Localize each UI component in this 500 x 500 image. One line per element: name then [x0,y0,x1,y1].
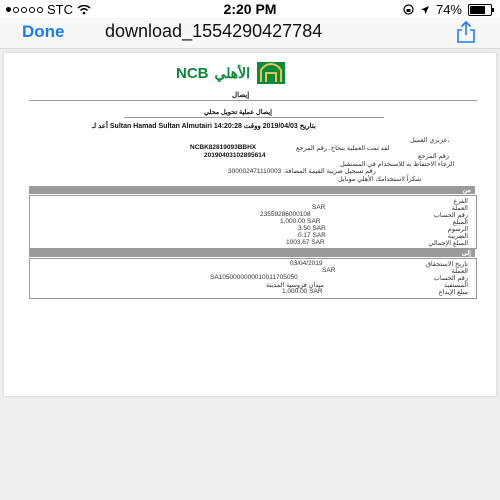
done-button[interactable]: Done [22,22,65,41]
vat-line: رقم تسجيل ضريبة القيمة المضافة: 300002471110003 [228,168,376,175]
keep-note: الرجاء الاحتفاظ به للاستخدام في المستقبل [340,161,455,168]
from-label: العملة [451,205,468,212]
document-title: download_1554290427784 [105,21,323,41]
from-value: 23559286000108 [260,211,311,218]
from-section-title: من [462,187,471,194]
from-section-box [29,195,477,249]
to-label: العملة [451,268,468,275]
nav-bar [0,18,500,49]
status-time: 2:20 PM [223,1,277,17]
status-right [403,2,492,17]
share-icon[interactable] [455,20,477,44]
reference-2: 20190403102895614 [204,152,266,159]
to-label: مبلغ الإيداع [438,289,468,296]
to-section-title: إلى [461,250,471,257]
from-label: رقم الحساب [433,212,468,219]
from-section-header [29,186,475,194]
reference-label: رقم المرجع [418,153,449,160]
from-value: 1,000.00 SAR [280,218,321,225]
from-value: 3.50 SAR [298,225,326,232]
to-value: SAR [322,267,336,274]
to-value: ميدان فروسية المدينة [266,282,324,289]
to-label: رقم الحساب [433,275,468,282]
divider [124,117,384,118]
receipt-heading: إيصال عملية تحويل محلي [204,109,272,116]
reference-1: NCBK82819093BBHX [190,144,257,151]
from-label: المبلغ [452,219,468,226]
thanks-line: شكراً لاستخدامك الأهلي موبايل [338,176,422,183]
location-arrow-icon [420,5,430,15]
ncb-logo-mark-icon [256,61,286,85]
to-label: تاريخ الاستحقاق [425,261,468,268]
receipt-page [4,53,496,396]
from-label: المبلغ الإجمالي [428,240,468,247]
to-label: المستفيد [444,282,468,289]
to-value: 1,000.00 SAR [282,288,323,295]
document-viewer[interactable] [0,49,500,500]
to-value: SA1050000000010011705050 [210,274,298,281]
receipt-label: إيصال [232,92,250,99]
from-label: الرسوم [447,226,468,233]
greeting: عزيزي العميل، [410,137,450,144]
logo-text: NCB [176,64,209,82]
success-line: لقد تمت العملية بنجاح، رقم المرجع [296,145,390,152]
battery-fill [470,6,485,14]
logo-arabic: الأهلي [214,64,251,81]
prepared-for: أعد لـ Sultan Hamad Sultan Almutairi بتاريخ 2019/04/03 ووقت 14:20:28 [92,123,316,130]
battery-percent: 74% [435,2,462,17]
from-value: 1003.67 SAR [286,239,325,246]
from-label: الفرع [453,198,468,205]
to-value: 03/04/2019 [290,260,323,267]
carrier-label: STC [47,2,73,17]
to-section-header [29,249,475,257]
from-value: SAR [312,204,326,211]
from-value: 0.17 SAR [298,232,326,239]
divider [29,100,477,101]
orientation-lock-icon [403,4,414,15]
status-bar [0,0,500,18]
ncb-logo [176,61,286,85]
battery-icon [468,4,492,16]
from-label: الضريبة [447,233,468,240]
to-section-box [29,258,477,299]
